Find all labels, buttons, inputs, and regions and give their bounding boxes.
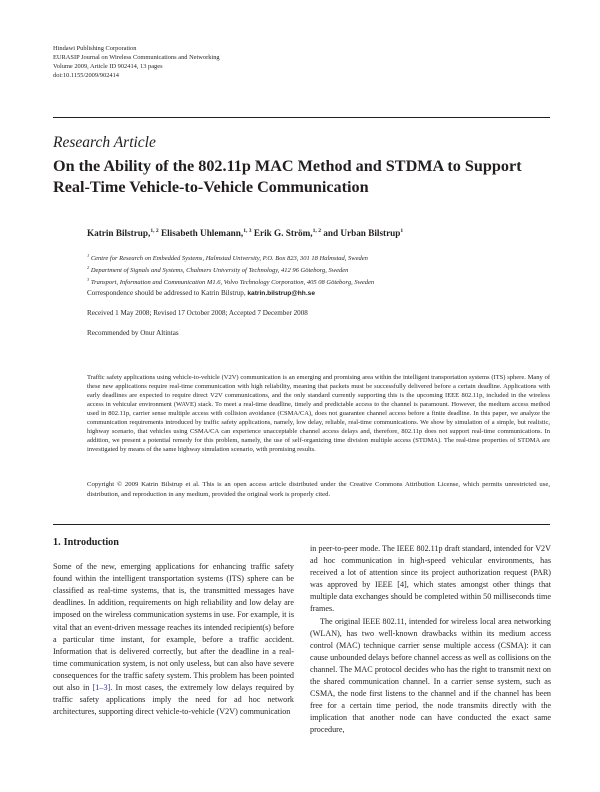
- author-affiliation-marker: 1, 2: [150, 228, 159, 234]
- affiliation-list: [87, 251, 374, 287]
- dates-line: Received 1 May 2008; Revised 17 October 2008; Accepted 7 December 2008: [87, 309, 308, 317]
- intro-paragraph: Some of the new, emerging applications for enhancing traffic safety found within the intelligent transportation systems (ITS) sphere can be classified as real-time systems, that is, the transmitted messages have deadlines. In addition, requirements on high reliability and low delay are imposed on the wireless communication systems in use. For example, it is vital that an event-driven message reaches its intended recipient(s) before a particular time instant, for example, before a traffic accident. Information that is delivered correctly, but after the deadline in a real-time communication system, is not only useless, but can also have severe consequences for the traffic safety system. This problem has been pointed out also in [1–3]. In most cases, the extremely low delays required by traffic safety applications imply the need for ad hoc network architectures, supporting direct vehicle-to-vehicle (V2V) communication: [53, 562, 295, 717]
- section-title: Introduction: [63, 537, 119, 548]
- affiliation-item: $^1$ Centre for Research on Embedded Systems, Halmstad University, P.O. Box 823, 301 18 Halmstad, Sweden: [87, 253, 368, 263]
- volume-line: Volume 2009, Article ID 902414, 13 pages: [53, 63, 163, 70]
- author-list: [87, 228, 403, 238]
- journal-header: [53, 44, 220, 80]
- copyright-notice: Copyright © 2009 Katrin Bilstrup et al. This is an open access article distributed under the Creative Commons Attribution License, which permits unrestricted use, distribution, and reproduction in any medium, provided the original work is properly cited.: [87, 481, 550, 498]
- author-name: and Urban Bilstrup: [323, 228, 401, 239]
- correspondence-line: Correspondence should be addressed to Katrin Bilstrup, katrin.bilstrup@hh.se: [87, 289, 315, 297]
- affiliation-item: $^2$ Department of Signals and Systems, Chalmers University of Technology, 412 96 Göteborg, Sweden: [87, 265, 349, 275]
- article-title: On the Ability of the 802.11p MAC Method and STDMA to Support Real-Time Vehicle-to-Vehicle Communication: [53, 157, 522, 196]
- correspondence-email-link[interactable]: katrin.bilstrup@hh.se: [247, 290, 315, 297]
- section-number: 1.: [53, 537, 61, 548]
- abstract-text: Traffic safety applications using vehicle-to-vehicle (V2V) communication is an emerging and promising area within the intelligent transportation systems (ITS) sphere. Many of these new applications require real-time communication with high reliability, meaning that packets must be successfully delivered before a certain deadline. Applications with early deadlines are expected to require direct V2V communications, and the only standard currently supporting this is the upcoming IEEE 802.11p, included in the wireless access in vehicular environment (WAVE) stack. To meet a real-time deadline, timely and predictable access to the channel is paramount. However, the medium access method used in 802.11p, carrier sense multiple access with collision avoidance (CSMA/CA), does not guarantee channel access before a finite deadline. In this paper, we analyze the communication requirements introduced by traffic safety applications, namely, low delay, reliable, real-time communications. We show by simulation of a simple, but realistic, highway scenario, that vehicles using CSMA/CA can experience unacceptable channel access delays and, therefore, 802.11p does not support real-time communications. In addition, we present a potential remedy for this problem, namely, the use of self-organizing time division multiple access (STDMA). The real-time properties of STDMA are investigated by means of the same highway simulation scenario, with promising results.: [87, 374, 550, 453]
- journal-line: EURASIP Journal on Wireless Communications and Networking: [53, 54, 220, 61]
- author-affiliation-marker: 1, 2: [312, 228, 321, 234]
- citation-link[interactable]: [1–3]: [92, 683, 111, 693]
- author-affiliation-marker: 1: [400, 228, 404, 234]
- article-category: Research Article: [53, 134, 156, 151]
- author-name: Elisabeth Uhlemann,: [161, 228, 244, 239]
- header-divider: [53, 117, 550, 118]
- intro-paragraph-continued: in peer-to-peer mode. The IEEE 802.11p draft standard, intended for V2V ad hoc communication in high-speed vehicular environments, has received a lot of attention since its project authorization request (PAR) was approved by IEEE [4], which states amongst other things that multiple data exchanges should be completed within 50 milliseconds time frames.: [310, 544, 551, 614]
- author-name: Erik G. Ström,: [253, 228, 313, 239]
- section-heading: [53, 537, 294, 549]
- author-affiliation-marker: 1, 3: [243, 228, 252, 234]
- right-column: [310, 543, 551, 737]
- author-name: Katrin Bilstrup,: [87, 228, 151, 239]
- intro-paragraph: The original IEEE 802.11, intended for wireless local area networking (WLAN), has two well-known drawbacks within its medium access control (MAC) technique carrier sense multiple access (CSMA): it can cause unbounded delays before channel access as well as collisions on the channel. The MAC protocol decides who has the right to transmit next on the shared communication channel. In a carrier sense system, such as CSMA, the node first listens to the channel and if the channel has been free for a certain time period, the node transmits directly with the implication that another node can have conducted the exact same procedure,: [310, 616, 551, 735]
- affiliation-item: $^3$ Transport, Information and Communication M1.6, Volvo Technology Corporation, 405 08 Göteborg, Sweden: [87, 277, 375, 287]
- publisher-line: Hindawi Publishing Corporation: [53, 45, 137, 52]
- doi-line: doi:10.1155/2009/902414: [53, 72, 119, 79]
- body-divider: [53, 524, 550, 525]
- left-column: [53, 533, 294, 718]
- recommended-line: Recommended by Onur Altintas: [87, 329, 179, 337]
